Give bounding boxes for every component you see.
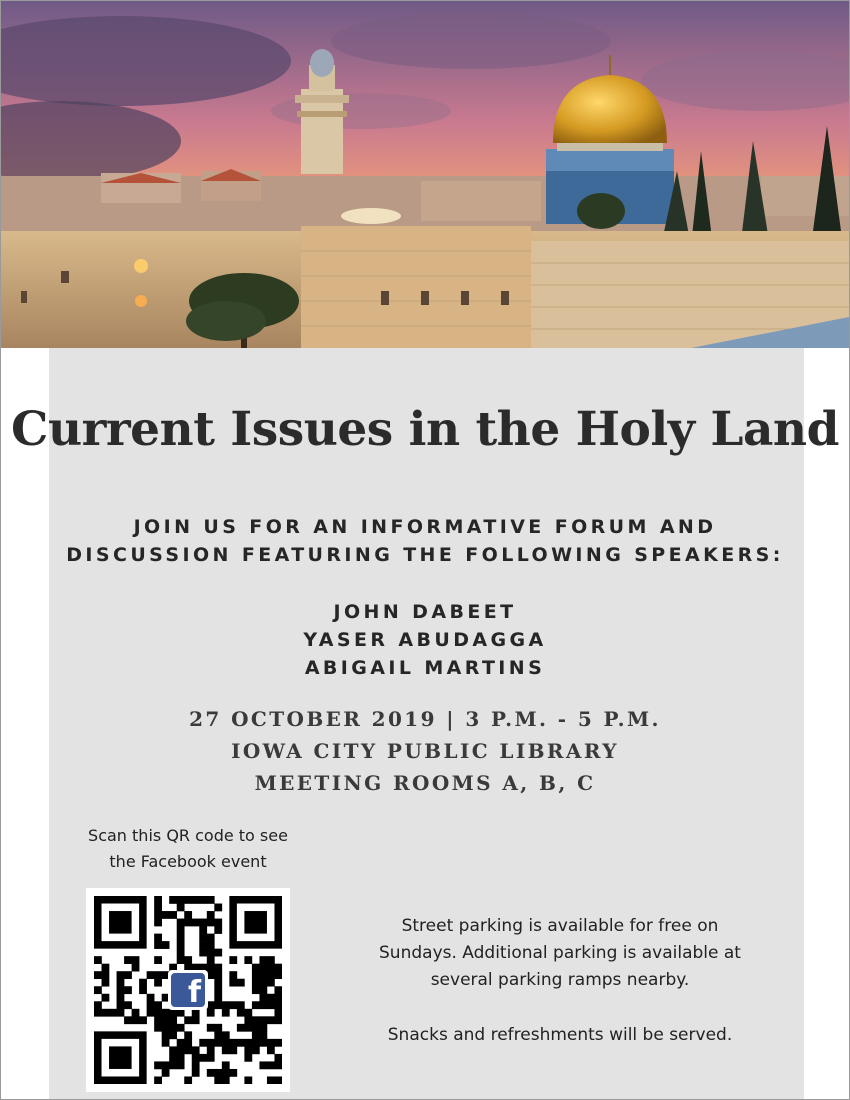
- parking-info: [340, 913, 780, 994]
- event-rooms: MEETING ROOMS A, B, C: [254, 771, 596, 795]
- event-venue: IOWA CITY PUBLIC LIBRARY: [231, 739, 619, 763]
- speaker-name: YASER ABUDAGGA: [303, 629, 547, 651]
- intro-text: [0, 513, 850, 569]
- parking-line: Sundays. Additional parking is available at: [379, 943, 741, 963]
- intro-line: DISCUSSION FEATURING THE FOLLOWING SPEAKERS:: [66, 544, 784, 566]
- qr-caption-line: Scan this QR code to see: [88, 826, 288, 845]
- refreshments-note: Snacks and refreshments will be served.: [387, 1025, 733, 1045]
- speaker-name: JOHN DABEET: [333, 601, 517, 623]
- event-details: [0, 703, 850, 799]
- speaker-list: [0, 598, 850, 682]
- intro-line: JOIN US FOR AN INFORMATIVE FORUM AND: [133, 516, 717, 538]
- event-date-time: 27 OCTOBER 2019 | 3 P.M. - 5 P.M.: [189, 707, 661, 731]
- hero-image: [1, 1, 849, 348]
- qr-code[interactable]: [86, 888, 290, 1092]
- parking-line: several parking ramps nearby.: [430, 970, 690, 990]
- facebook-logo-icon: [168, 970, 208, 1010]
- page-title: Current Issues in the Holy Land: [11, 402, 839, 457]
- parking-line: Street parking is available for free on: [401, 916, 719, 936]
- qr-caption: [68, 823, 308, 875]
- facebook-letter: f: [171, 973, 205, 1007]
- qr-caption-line: the Facebook event: [109, 852, 267, 871]
- jerusalem-skyline-photo: [1, 1, 849, 348]
- speaker-name: ABIGAIL MARTINS: [304, 657, 546, 679]
